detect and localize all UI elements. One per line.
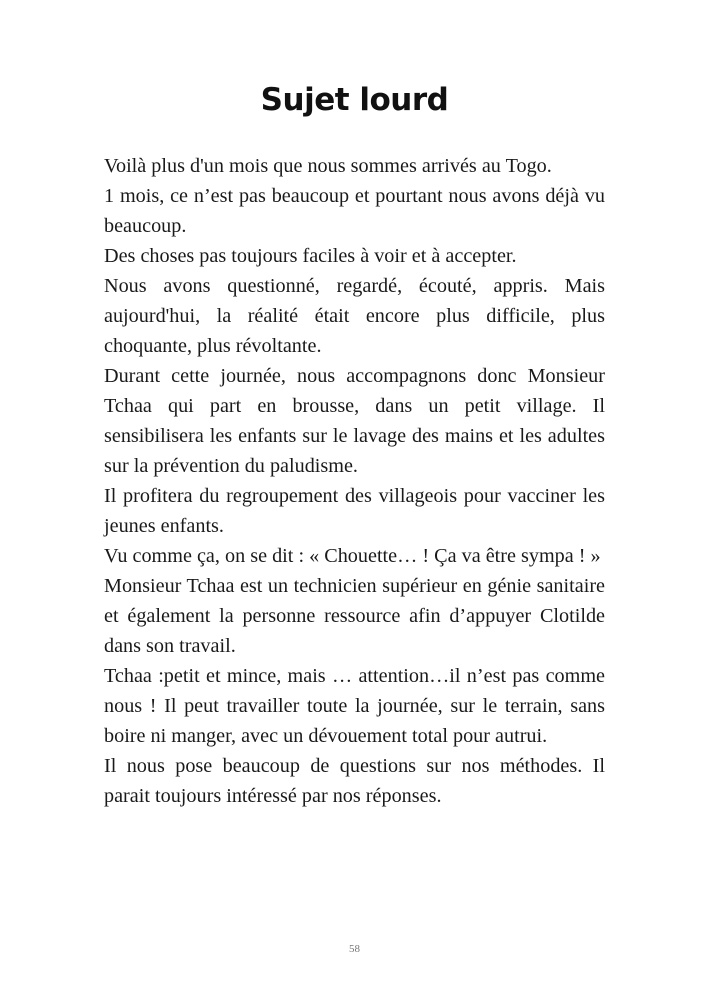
paragraph: Il nous pose beaucoup de questions sur nos méthodes. Il parait toujours intéressé par nos réponses.	[104, 755, 605, 807]
paragraph: Monsieur Tchaa est un technicien supérieur en génie sanitaire et également la personne ressource afin d’appuyer Clotilde dans son travail.	[104, 575, 605, 657]
paragraph: 1 mois, ce n’est pas beaucoup et pourtant nous avons déjà vu beaucoup.	[104, 185, 605, 237]
paragraph: Il profitera du regroupement des villageois pour vacciner les jeunes enfants.	[104, 485, 605, 537]
paragraph: Voilà plus d'un mois que nous sommes arrivés au Togo.	[104, 155, 552, 177]
paragraph: Vu comme ça, on se dit : « Chouette… ! Ça va être sympa ! »	[104, 545, 601, 567]
paragraph: Nous avons questionné, regardé, écouté, appris. Mais aujourd'hui, la réalité était encore plus difficile, plus choquante, plus révoltante.	[104, 275, 605, 357]
page-number: 58	[349, 943, 360, 955]
page-title: Sujet lourd	[260, 82, 449, 118]
body-text	[104, 151, 605, 811]
paragraph: Des choses pas toujours faciles à voir et à accepter.	[104, 245, 517, 267]
paragraph: Durant cette journée, nous accompagnons donc Monsieur Tchaa qui part en brousse, dans un petit village. Il sensibilisera les enfants sur le lavage des mains et les adultes sur la prévention du paludisme.	[104, 365, 605, 477]
paragraph: Tchaa :petit et mince, mais … attention…il n’est pas comme nous ! Il peut travailler toute la journée, sur le terrain, sans boire ni manger, avec un dévouement total pour autrui.	[104, 665, 605, 747]
